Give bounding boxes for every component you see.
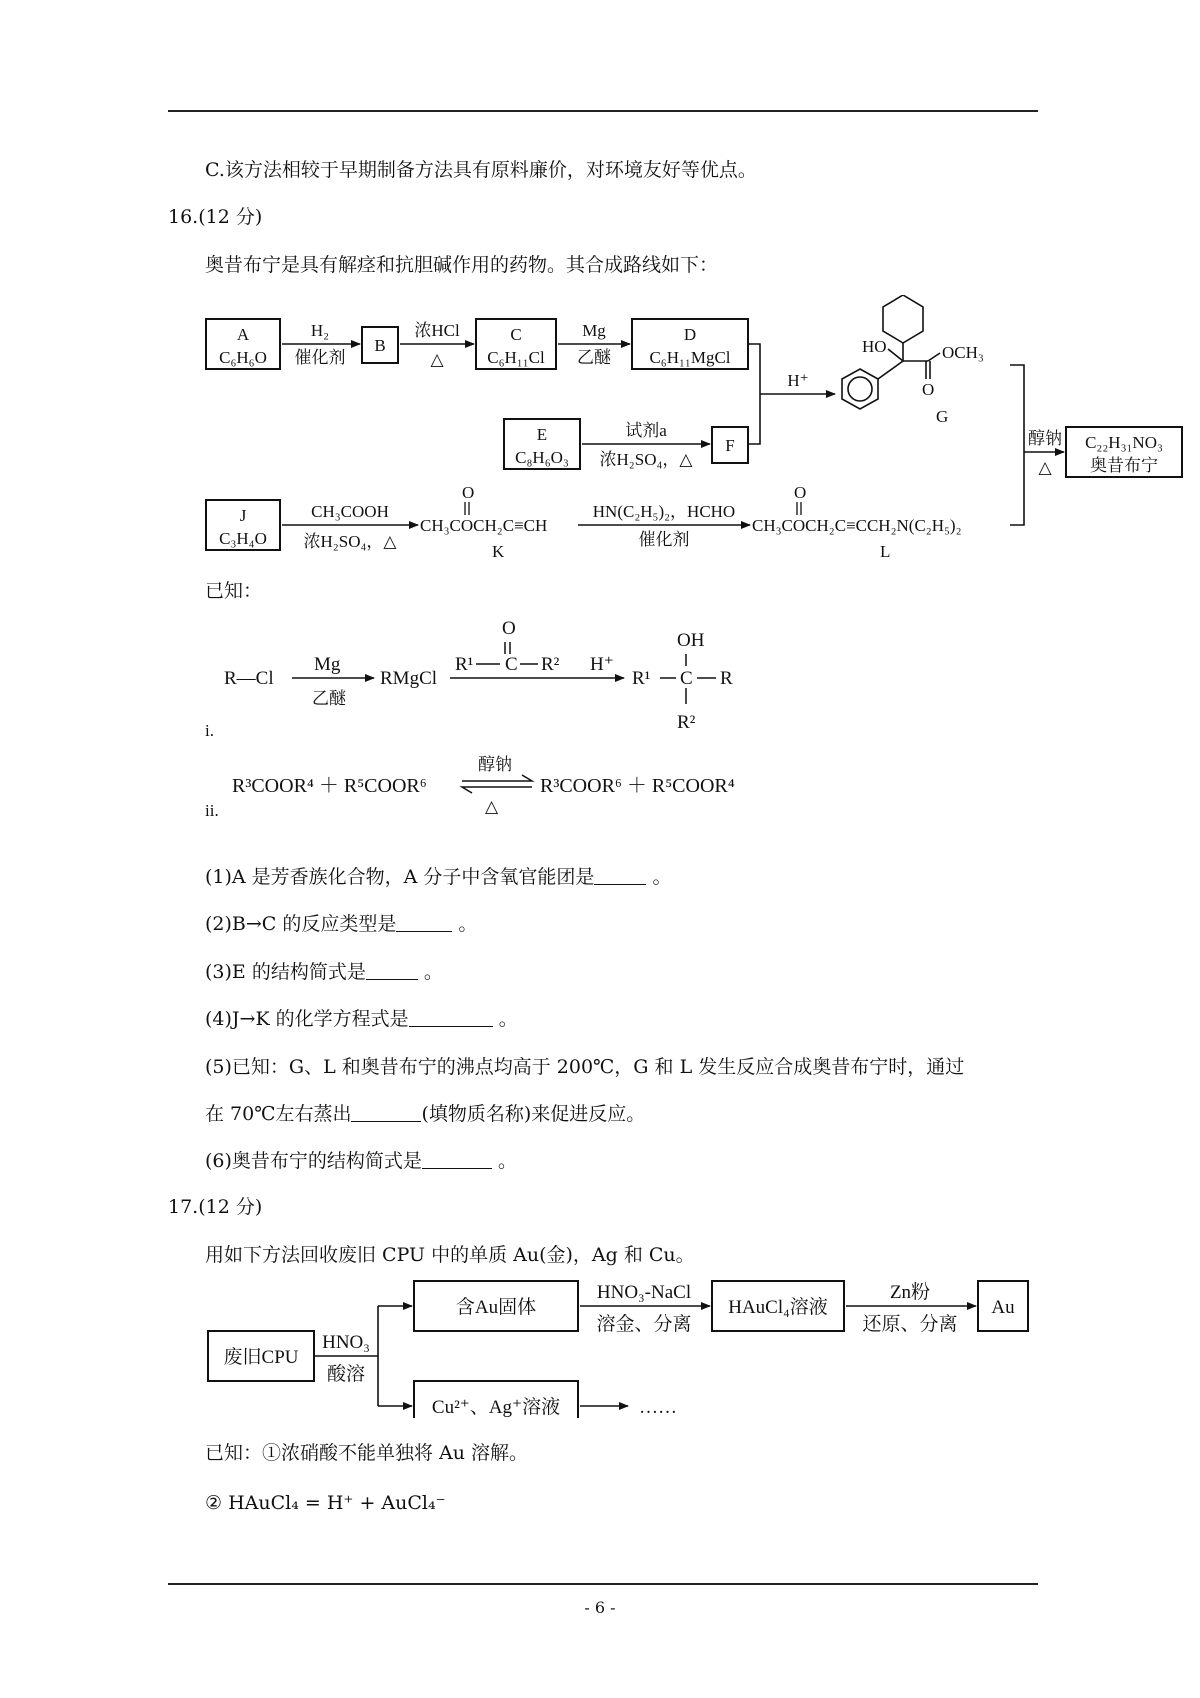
q16-question-5-cont: 在 70℃左右蒸出 (填物质名称)来促进反应。 xyxy=(205,1103,646,1125)
label-d: D xyxy=(683,325,697,344)
label-g: G xyxy=(936,407,949,426)
answer-blank[interactable] xyxy=(422,1150,492,1169)
recovery-flowchart xyxy=(0,1268,1200,1418)
formula-product: C₂₂H₃₁NO₃ xyxy=(1085,433,1163,452)
acid-h-plus: H⁺ xyxy=(787,371,809,390)
svg-text:Cu²⁺、Ag⁺溶液: Cu²⁺、Ag⁺溶液 xyxy=(431,1397,561,1418)
svg-text:乙醚: 乙醚 xyxy=(312,689,346,708)
synthesis-scheme xyxy=(0,295,1200,575)
question-17-intro: 用如下方法回收废旧 CPU 中的单质 Au(金)，Ag 和 Cu。 xyxy=(205,1244,695,1266)
l-carbonyl-o: O xyxy=(794,483,807,502)
catalyst-1: 催化剂 xyxy=(294,348,346,367)
svg-text:ii.: ii. xyxy=(205,801,219,820)
svg-text:废旧CPU: 废旧CPU xyxy=(223,1347,299,1368)
formula-k: CH₃COCH₂C≡CH xyxy=(420,516,548,535)
k-carbonyl-o: O xyxy=(462,483,475,502)
reagent-alkoxide: 醇钠 xyxy=(1028,429,1062,448)
svg-text:HNO₃: HNO₃ xyxy=(322,1332,370,1353)
svg-text:R: R xyxy=(720,668,733,689)
q16-question-6: (6)奥昔布宁的结构简式是 。 xyxy=(205,1150,517,1172)
formula-c: C₆H₁₁Cl xyxy=(487,348,545,367)
question-17-heading: 17.(12 分) xyxy=(168,1196,263,1218)
catalyst-2: 催化剂 xyxy=(638,530,690,549)
svg-text:R³COOR⁶ ＋ R⁵COOR⁴: R³COOR⁶ ＋ R⁵COOR⁴ xyxy=(540,775,735,797)
q16-question-2: (2)B→C 的反应类型是 。 xyxy=(205,913,478,935)
svg-text:HAuCl₄溶液: HAuCl₄溶液 xyxy=(728,1297,828,1318)
q16-question-3: (3)E 的结构简式是 。 xyxy=(205,961,443,983)
svg-text:R¹: R¹ xyxy=(455,654,474,675)
delta-1: △ xyxy=(430,350,444,369)
svg-text:Zn粉: Zn粉 xyxy=(889,1282,931,1303)
formula-e: C₈H₆O₃ xyxy=(515,448,569,467)
svg-text:O: O xyxy=(502,618,516,639)
svg-text:OH: OH xyxy=(677,630,705,651)
svg-text:RMgCl: RMgCl xyxy=(380,668,438,689)
g-methoxy: OCH₃ xyxy=(942,343,984,362)
label-j: J xyxy=(239,506,247,525)
reagent-hcl: 浓HCl xyxy=(414,321,460,340)
svg-text:醇钠: 醇钠 xyxy=(478,755,512,774)
option-c-text: C.该方法相较于早期制备方法具有原料廉价，对环境友好等优点。 xyxy=(205,159,757,181)
known-label-16: 已知： xyxy=(205,580,263,602)
svg-text:i.: i. xyxy=(205,721,214,740)
question-16-intro: 奥昔布宁是具有解痉和抗胆碱作用的药物。其合成路线如下： xyxy=(205,254,719,276)
svg-text:HNO₃-NaCl: HNO₃-NaCl xyxy=(596,1282,692,1303)
q16-question-5: (5)已知：G、L 和奥昔布宁的沸点均高于 200℃，G 和 L 发生反应合成奥昔布宁时，通过 xyxy=(205,1056,965,1078)
svg-text:△: △ xyxy=(485,797,499,816)
label-e: E xyxy=(536,425,548,444)
svg-text:C: C xyxy=(680,668,693,689)
svg-text:C: C xyxy=(505,654,518,675)
svg-text:R—Cl: R—Cl xyxy=(224,668,274,689)
svg-text:R³COOR⁴ ＋ R⁵COOR⁶: R³COOR⁴ ＋ R⁵COOR⁶ xyxy=(232,775,427,797)
label-k: K xyxy=(492,542,505,561)
svg-text:酸溶: 酸溶 xyxy=(326,1364,366,1385)
name-product: 奥昔布宁 xyxy=(1090,456,1158,475)
svg-text:溶金、分离: 溶金、分离 xyxy=(596,1314,692,1335)
answer-blank[interactable] xyxy=(409,1008,493,1027)
reagent-mg: Mg xyxy=(582,321,606,340)
reagent-h2: H₂ xyxy=(310,321,330,340)
known-reaction-ii xyxy=(0,752,1200,822)
label-c: C xyxy=(510,325,522,344)
condition-h2so4-2: 浓H₂SO₄，△ xyxy=(303,532,397,551)
svg-text:H⁺: H⁺ xyxy=(590,654,614,675)
reagent-acetic-acid: CH₃COOH xyxy=(311,502,389,521)
svg-text:R²: R² xyxy=(541,654,560,675)
answer-blank[interactable] xyxy=(366,961,418,980)
g-carbonyl-o: O xyxy=(922,380,935,399)
label-l: L xyxy=(880,542,891,561)
svg-text:R¹: R¹ xyxy=(632,668,651,689)
q16-question-1: (1)A 是芳香族化合物，A 分子中含氧官能团是 。 xyxy=(205,866,672,888)
formula-l: CH₃COCH₂C≡CCH₂N(C₂H₅)₂ xyxy=(752,516,962,535)
footer-rule xyxy=(168,1583,1038,1585)
svg-text:还原、分离: 还原、分离 xyxy=(862,1314,958,1335)
q17-known-2: ② HAuCl₄ = H⁺ + AuCl₄⁻ xyxy=(205,1492,446,1514)
label-a: A xyxy=(236,325,250,344)
answer-blank[interactable] xyxy=(351,1103,421,1122)
formula-d: C₆H₁₁MgCl xyxy=(649,348,731,367)
reagent-mannich: HN(C₂H₅)₂，HCHO xyxy=(592,502,736,521)
known-reaction-i xyxy=(0,600,1200,750)
cyclohexyl-ring xyxy=(883,295,923,343)
delta-2: △ xyxy=(1038,458,1052,477)
label-b: B xyxy=(374,336,386,355)
q17-known-1: 已知：①浓硝酸不能单独将 Au 溶解。 xyxy=(205,1442,529,1464)
solvent-ether: 乙醚 xyxy=(577,348,611,367)
svg-text:Mg: Mg xyxy=(314,654,341,675)
svg-text:Au: Au xyxy=(991,1297,1015,1318)
svg-text:R²: R² xyxy=(677,712,696,733)
header-rule xyxy=(168,110,1038,112)
q16-question-4: (4)J→K 的化学方程式是 。 xyxy=(205,1008,518,1030)
answer-blank[interactable] xyxy=(396,913,452,932)
condition-h2so4: 浓H₂SO₄，△ xyxy=(599,450,693,469)
page-number: - 6 - xyxy=(584,1598,616,1617)
g-hydroxyl: HO xyxy=(862,337,887,356)
svg-text:含Au固体: 含Au固体 xyxy=(455,1297,537,1318)
formula-a: C₆H₆O xyxy=(219,348,267,367)
answer-blank[interactable] xyxy=(594,866,646,885)
reagent-a: 试剂a xyxy=(625,421,667,440)
svg-text:……: …… xyxy=(639,1397,677,1418)
label-f: F xyxy=(725,436,735,455)
formula-j: C₃H₄O xyxy=(219,529,267,548)
question-16-heading: 16.(12 分) xyxy=(168,206,263,228)
